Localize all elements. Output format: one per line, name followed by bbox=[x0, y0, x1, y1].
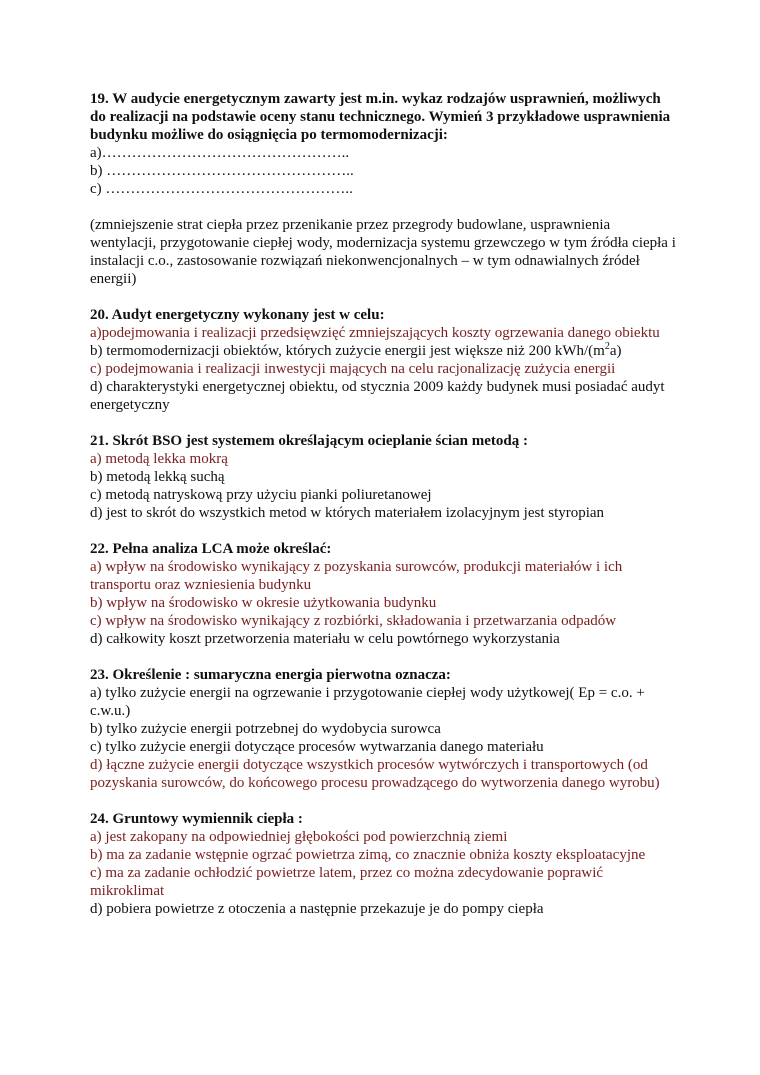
question-21-option-c: c) metodą natryskową przy użyciu pianki poliuretanowej bbox=[90, 487, 432, 503]
question-20-title: 20. Audyt energetyczny wykonany jest w celu: bbox=[90, 307, 385, 323]
question-20-option-d: d) charakterystyki energetycznej obiektu, od stycznia 2009 każdy budynek musi posiadać audyt energetyczny bbox=[90, 379, 665, 413]
question-22-option-d: d) całkowity koszt przetworzenia materiału w celu powtórnego wykorzystania bbox=[90, 631, 560, 647]
question-20-option-b-end: a) bbox=[609, 343, 622, 359]
question-24-option-c: c) ma za zadanie ochłodzić powietrze latem, przez co można zdecydowanie poprawić mikroklimat bbox=[90, 865, 604, 899]
question-20 bbox=[90, 306, 680, 414]
question-21-option-a: a) metodą lekka mokrą bbox=[90, 451, 228, 467]
question-22-option-c: c) wpływ na środowisko wynikający z rozbiórki, składowania i przetwarzania odpadów bbox=[90, 613, 617, 629]
question-20-option-b-sup: 2 bbox=[604, 341, 610, 352]
question-19 bbox=[90, 90, 680, 288]
question-22-title: 22. Pełna analiza LCA może określać: bbox=[90, 541, 332, 557]
question-24-title: 24. Gruntowy wymiennik ciepła : bbox=[90, 811, 303, 827]
question-24-option-a: a) jest zakopany na odpowiedniej głębokości pod powierzchnią ziemi bbox=[90, 829, 508, 845]
question-21-title: 21. Skrót BSO jest systemem określającym ocieplanie ścian metodą : bbox=[90, 433, 529, 449]
question-20-option-b bbox=[90, 342, 680, 360]
question-21-option-b: b) metodą lekką suchą bbox=[90, 469, 225, 485]
question-22-option-a: a) wpływ na środowisko wynikający z pozyskania surowców, produkcji materiałów i ich transportu oraz wzniesienia budynku bbox=[90, 559, 623, 593]
question-20-option-b-text: b) termomodernizacji obiektów, których zużycie energii jest większe niż 200 kWh/(m bbox=[90, 343, 605, 359]
question-19-answer: (zmniejszenie strat ciepła przez przenikanie przez przegrody budowlane, usprawnienia wentylacji, przygotowanie ciepłej wody, modernizacja systemu grzewczego w tym źródła ciepła i instalacji c.o., zastosowanie rozwiązań niekonwencjonalnych – w tym odnawialnych źródeł energii) bbox=[90, 217, 676, 287]
question-24-option-d: d) pobiera powietrze z otoczenia a następnie przekazuje je do pompy ciepła bbox=[90, 901, 544, 917]
question-22-option-b: b) wpływ na środowisko w okresie użytkowania budynku bbox=[90, 595, 437, 611]
answer-blank-c: c) ………………………………………….. bbox=[90, 181, 353, 197]
question-23-option-a: a) tylko zużycie energii na ogrzewanie i przygotowanie ciepłej wody użytkowej( Ep = c.o. + c.w.u.) bbox=[90, 685, 645, 719]
question-23 bbox=[90, 666, 680, 792]
question-20-option-c: c) podejmowania i realizacji inwestycji mających na celu racjonalizację zużycia energii bbox=[90, 361, 616, 377]
question-23-option-d: d) łączne zużycie energii dotyczące wszystkich procesów wytwórczych i transportowych (od pozyskania surowców, do końcowego procesu prowadzącego do wytworzenia danego wyrobu) bbox=[90, 757, 660, 791]
question-21 bbox=[90, 432, 680, 522]
question-23-title: 23. Określenie : sumaryczna energia pierwotna oznacza: bbox=[90, 667, 451, 683]
question-23-option-b: b) tylko zużycie energii potrzebnej do wydobycia surowca bbox=[90, 721, 441, 737]
question-23-option-c: c) tylko zużycie energii dotyczące procesów wytwarzania danego materiału bbox=[90, 739, 544, 755]
answer-blank-b: b) ………………………………………….. bbox=[90, 163, 354, 179]
question-20-option-a: a)podejmowania i realizacji przedsięwzięć zmniejszających koszty ogrzewania danego obiektu bbox=[90, 325, 660, 341]
question-21-option-d: d) jest to skrót do wszystkich metod w których materiałem izolacyjnym jest styropian bbox=[90, 505, 605, 521]
question-24 bbox=[90, 810, 680, 918]
question-24-option-b: b) ma za zadanie wstępnie ogrzać powietrza zimą, co znacznie obniża koszty eksploatacyjne bbox=[90, 847, 646, 863]
answer-blank-a: a)………………………………………….. bbox=[90, 145, 350, 161]
question-19-title: 19. W audycie energetycznym zawarty jest m.in. wykaz rodzajów usprawnień, możliwych do realizacji na podstawie oceny stanu technicznego. Wymień 3 przykładowe usprawnienia budynku możliwe do osiągnięcia po termomodernizacji: bbox=[90, 91, 671, 143]
question-22 bbox=[90, 540, 680, 648]
